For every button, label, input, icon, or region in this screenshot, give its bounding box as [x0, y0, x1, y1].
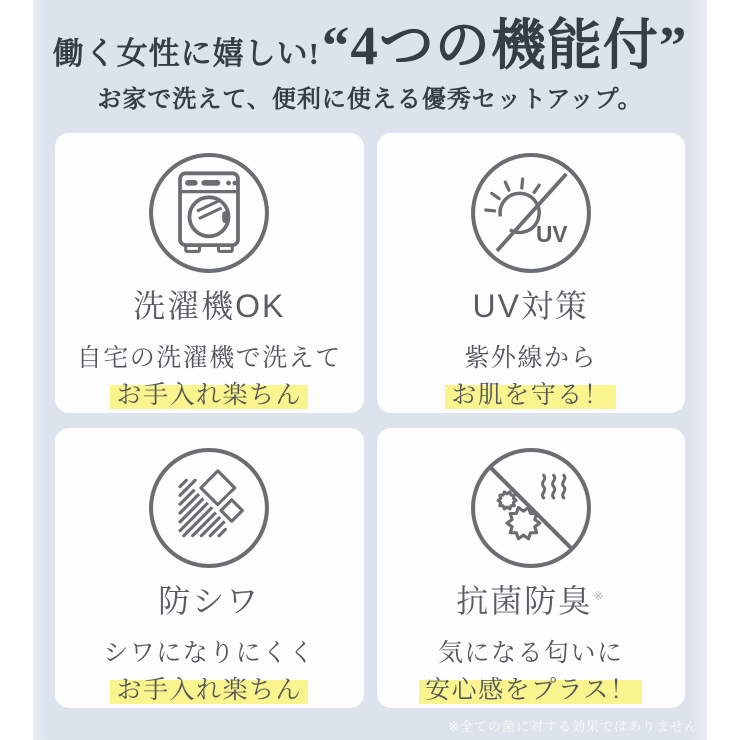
washing-machine-icon — [146, 150, 272, 276]
feature-line2-highlight: お手入れ楽ちん — [110, 381, 308, 409]
wrinkle-resistant-icon — [146, 445, 272, 571]
header-lead-text: 働く女性に嬉しい! — [52, 36, 320, 71]
feature-card-washable — [55, 133, 364, 413]
uv-icon-label: UV — [535, 220, 568, 247]
feature-line1: シワになりにくく — [103, 639, 316, 667]
feature-description-antibacterial — [377, 635, 686, 709]
header-subtitle: お家で洗えて、便利に使える優秀セットアップ。 — [97, 87, 643, 113]
uv-protection-icon — [468, 150, 594, 276]
disclaimer-footnote: ※全ての菌に対する効果ではありません — [448, 719, 698, 734]
feature-description-uv — [377, 340, 686, 414]
feature-line2-highlight: お肌を守る！ — [445, 381, 616, 409]
feature-title-wrinkle: 防シワ — [158, 583, 261, 619]
feature-title-text: 抗菌防臭 — [456, 583, 593, 619]
feature-description-washable — [55, 340, 364, 414]
feature-line1: 紫外線から — [464, 344, 597, 372]
page-title: “4つの機能付” — [321, 15, 688, 76]
feature-line1: 気になる匂いに — [437, 639, 624, 667]
feature-title-washable: 洗濯機OK — [133, 288, 286, 324]
feature-title-uv: UV対策 — [472, 288, 589, 324]
footnote-reference-mark: ※ — [593, 589, 606, 604]
header — [33, 0, 707, 114]
anti-germ-odor-icon — [468, 445, 594, 571]
feature-title-antibacterial — [377, 576, 686, 622]
feature-card-antibacterial — [377, 428, 686, 708]
feature-line1: 自宅の洗濯機で洗えて — [76, 344, 342, 372]
header-title-row — [33, 15, 707, 76]
feature-card-uv — [377, 133, 686, 413]
feature-card-grid — [55, 133, 685, 708]
feature-line2-highlight: 安心感をプラス！ — [419, 676, 642, 704]
feature-card-wrinkle — [55, 428, 364, 708]
feature-description-wrinkle — [55, 635, 364, 709]
feature-line2-highlight: お手入れ楽ちん — [110, 676, 308, 704]
